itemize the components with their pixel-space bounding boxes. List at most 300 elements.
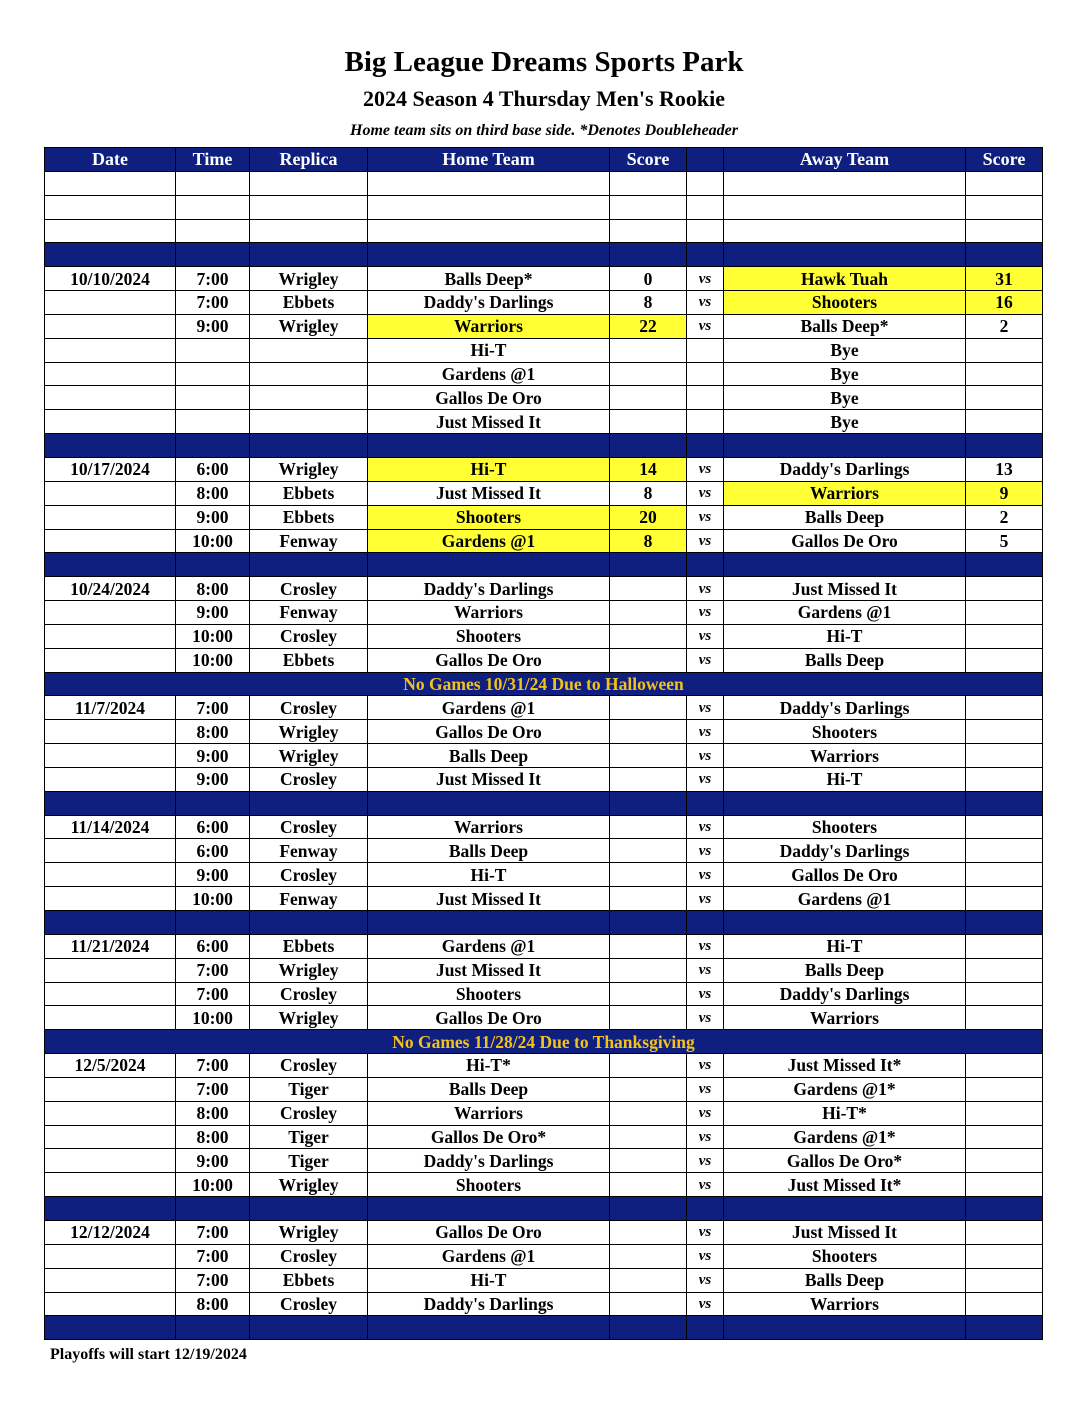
cell-away-team: Bye xyxy=(724,362,966,386)
empty-cell xyxy=(368,553,610,577)
cell-replica: Fenway xyxy=(250,601,368,625)
cell-date xyxy=(45,529,176,553)
empty-cell xyxy=(250,1197,368,1221)
cell-time: 6:00 xyxy=(176,457,250,481)
cell-away-score xyxy=(966,338,1043,362)
cell-home-team: Daddy's Darlings xyxy=(368,291,610,315)
cell-away-team: Just Missed It xyxy=(724,1220,966,1244)
separator-row xyxy=(45,1316,1043,1340)
empty-cell xyxy=(45,911,176,935)
game-row xyxy=(45,338,1043,362)
game-row xyxy=(45,1268,1043,1292)
notice-text: No Games 11/28/24 Due to Thanksgiving xyxy=(45,1030,1043,1054)
cell-time: 7:00 xyxy=(176,696,250,720)
cell-home-score xyxy=(610,863,687,887)
cell-away-team: Balls Deep* xyxy=(724,314,966,338)
separator-row xyxy=(45,1197,1043,1221)
cell-home-score xyxy=(610,934,687,958)
cell-replica: Ebbets xyxy=(250,1268,368,1292)
cell-home-score xyxy=(610,648,687,672)
game-row xyxy=(45,624,1043,648)
empty-cell xyxy=(368,1316,610,1340)
empty-cell xyxy=(45,243,176,267)
cell-time: 8:00 xyxy=(176,720,250,744)
cell-replica: Wrigley xyxy=(250,720,368,744)
empty-cell xyxy=(250,195,368,219)
cell-time: 8:00 xyxy=(176,1292,250,1316)
empty-cell xyxy=(368,243,610,267)
cell-home-team: Gallos De Oro xyxy=(368,720,610,744)
cell-vs: vs xyxy=(687,267,724,291)
cell-vs: vs xyxy=(687,982,724,1006)
cell-home-team: Shooters xyxy=(368,624,610,648)
cell-away-team: Warriors xyxy=(724,744,966,768)
game-row xyxy=(45,1149,1043,1173)
cell-away-team: Daddy's Darlings xyxy=(724,839,966,863)
cell-date xyxy=(45,839,176,863)
cell-home-score: 8 xyxy=(610,481,687,505)
cell-home-team: Gardens @1 xyxy=(368,529,610,553)
empty-cell xyxy=(610,434,687,458)
game-row xyxy=(45,1006,1043,1030)
cell-home-team: Warriors xyxy=(368,1101,610,1125)
game-row xyxy=(45,720,1043,744)
cell-replica: Wrigley xyxy=(250,314,368,338)
cell-date xyxy=(45,338,176,362)
empty-cell xyxy=(724,1197,966,1221)
cell-vs: vs xyxy=(687,958,724,982)
cell-away-score xyxy=(966,744,1043,768)
cell-date xyxy=(45,505,176,529)
cell-vs: vs xyxy=(687,1268,724,1292)
cell-replica: Wrigley xyxy=(250,958,368,982)
cell-away-team: Balls Deep xyxy=(724,1268,966,1292)
cell-time: 10:00 xyxy=(176,887,250,911)
cell-home-score xyxy=(610,338,687,362)
empty-cell xyxy=(687,219,724,243)
empty-cell xyxy=(368,171,610,195)
cell-replica: Crosley xyxy=(250,767,368,791)
cell-away-score xyxy=(966,386,1043,410)
cell-date: 10/10/2024 xyxy=(45,267,176,291)
empty-cell xyxy=(176,1197,250,1221)
cell-away-score xyxy=(966,982,1043,1006)
empty-cell xyxy=(687,911,724,935)
cell-away-team: Gardens @1 xyxy=(724,601,966,625)
column-header-home-score: Score xyxy=(610,148,687,172)
cell-date: 11/21/2024 xyxy=(45,934,176,958)
cell-vs: vs xyxy=(687,863,724,887)
game-row xyxy=(45,1054,1043,1078)
cell-replica: Crosley xyxy=(250,624,368,648)
cell-vs: vs xyxy=(687,720,724,744)
blank-row xyxy=(45,219,1043,243)
cell-replica: Crosley xyxy=(250,577,368,601)
cell-away-score xyxy=(966,1125,1043,1149)
empty-cell xyxy=(368,219,610,243)
header-row xyxy=(45,148,1043,172)
cell-away-team: Hawk Tuah xyxy=(724,267,966,291)
cell-home-team: Just Missed It xyxy=(368,958,610,982)
cell-home-score xyxy=(610,1268,687,1292)
notice-row xyxy=(45,1030,1043,1054)
cell-vs xyxy=(687,410,724,434)
game-row xyxy=(45,1292,1043,1316)
empty-cell xyxy=(176,553,250,577)
cell-home-score xyxy=(610,839,687,863)
empty-cell xyxy=(966,791,1043,815)
empty-cell xyxy=(250,219,368,243)
schedule-body xyxy=(45,148,1043,1340)
cell-date: 12/5/2024 xyxy=(45,1054,176,1078)
cell-replica: Fenway xyxy=(250,529,368,553)
empty-cell xyxy=(45,171,176,195)
cell-replica: Tiger xyxy=(250,1125,368,1149)
column-header-vs xyxy=(687,148,724,172)
empty-cell xyxy=(966,219,1043,243)
game-row xyxy=(45,1220,1043,1244)
cell-away-score xyxy=(966,767,1043,791)
cell-away-team: Shooters xyxy=(724,720,966,744)
cell-date xyxy=(45,601,176,625)
empty-cell xyxy=(610,1197,687,1221)
separator-row xyxy=(45,911,1043,935)
empty-cell xyxy=(724,195,966,219)
game-row xyxy=(45,982,1043,1006)
cell-home-team: Balls Deep xyxy=(368,744,610,768)
cell-vs: vs xyxy=(687,696,724,720)
empty-cell xyxy=(176,219,250,243)
cell-date xyxy=(45,1006,176,1030)
cell-away-team: Just Missed It xyxy=(724,577,966,601)
cell-home-team: Gardens @1 xyxy=(368,696,610,720)
cell-home-score: 8 xyxy=(610,291,687,315)
empty-cell xyxy=(687,171,724,195)
game-row xyxy=(45,934,1043,958)
cell-home-score xyxy=(610,386,687,410)
cell-away-score: 16 xyxy=(966,291,1043,315)
empty-cell xyxy=(176,911,250,935)
cell-home-score xyxy=(610,1054,687,1078)
empty-cell xyxy=(966,911,1043,935)
empty-cell xyxy=(250,791,368,815)
game-row xyxy=(45,1077,1043,1101)
cell-away-score xyxy=(966,1244,1043,1268)
cell-away-score: 31 xyxy=(966,267,1043,291)
empty-cell xyxy=(687,1197,724,1221)
cell-away-score: 13 xyxy=(966,457,1043,481)
cell-away-score xyxy=(966,887,1043,911)
cell-vs: vs xyxy=(687,1292,724,1316)
cell-vs: vs xyxy=(687,839,724,863)
cell-date xyxy=(45,1292,176,1316)
cell-away-score xyxy=(966,696,1043,720)
cell-away-score xyxy=(966,934,1043,958)
cell-time: 9:00 xyxy=(176,1149,250,1173)
cell-away-team: Daddy's Darlings xyxy=(724,982,966,1006)
cell-home-score xyxy=(610,1101,687,1125)
cell-away-team: Gallos De Oro xyxy=(724,529,966,553)
empty-cell xyxy=(176,195,250,219)
cell-home-team: Just Missed It xyxy=(368,887,610,911)
cell-away-team: Balls Deep xyxy=(724,648,966,672)
cell-home-team: Gardens @1 xyxy=(368,1244,610,1268)
cell-home-score xyxy=(610,744,687,768)
cell-time xyxy=(176,410,250,434)
cell-away-team: Hi-T xyxy=(724,624,966,648)
cell-home-score xyxy=(610,577,687,601)
empty-cell xyxy=(368,791,610,815)
cell-time: 7:00 xyxy=(176,1220,250,1244)
cell-away-team: Bye xyxy=(724,410,966,434)
cell-vs: vs xyxy=(687,577,724,601)
cell-home-score xyxy=(610,887,687,911)
empty-cell xyxy=(724,911,966,935)
blank-row xyxy=(45,195,1043,219)
game-row xyxy=(45,1173,1043,1197)
game-row xyxy=(45,1244,1043,1268)
cell-away-team: Just Missed It* xyxy=(724,1173,966,1197)
empty-cell xyxy=(610,195,687,219)
cell-time: 9:00 xyxy=(176,314,250,338)
cell-date xyxy=(45,1125,176,1149)
cell-away-team: Gardens @1* xyxy=(724,1077,966,1101)
cell-date: 11/7/2024 xyxy=(45,696,176,720)
cell-time: 8:00 xyxy=(176,1101,250,1125)
cell-date xyxy=(45,720,176,744)
game-row xyxy=(45,362,1043,386)
cell-away-team: Hi-T* xyxy=(724,1101,966,1125)
game-row xyxy=(45,457,1043,481)
cell-away-team: Bye xyxy=(724,338,966,362)
column-header-away-score: Score xyxy=(966,148,1043,172)
cell-away-score: 2 xyxy=(966,314,1043,338)
cell-replica: Crosley xyxy=(250,1054,368,1078)
game-row xyxy=(45,314,1043,338)
cell-home-team: Gardens @1 xyxy=(368,362,610,386)
empty-cell xyxy=(176,791,250,815)
empty-cell xyxy=(610,243,687,267)
cell-away-score xyxy=(966,1220,1043,1244)
cell-home-score: 8 xyxy=(610,529,687,553)
cell-time: 6:00 xyxy=(176,839,250,863)
cell-home-team: Daddy's Darlings xyxy=(368,1292,610,1316)
cell-time: 10:00 xyxy=(176,624,250,648)
cell-time: 7:00 xyxy=(176,982,250,1006)
cell-away-team: Warriors xyxy=(724,481,966,505)
game-row xyxy=(45,958,1043,982)
cell-home-score xyxy=(610,1220,687,1244)
cell-replica: Crosley xyxy=(250,1292,368,1316)
cell-vs: vs xyxy=(687,934,724,958)
cell-time: 7:00 xyxy=(176,958,250,982)
game-row xyxy=(45,648,1043,672)
game-row xyxy=(45,410,1043,434)
cell-home-team: Just Missed It xyxy=(368,410,610,434)
cell-time: 7:00 xyxy=(176,1244,250,1268)
cell-date xyxy=(45,863,176,887)
empty-cell xyxy=(368,1197,610,1221)
cell-away-score xyxy=(966,1292,1043,1316)
cell-away-score: 9 xyxy=(966,481,1043,505)
cell-home-score xyxy=(610,1149,687,1173)
cell-time xyxy=(176,338,250,362)
game-row xyxy=(45,887,1043,911)
cell-vs: vs xyxy=(687,1220,724,1244)
column-header-home-team: Home Team xyxy=(368,148,610,172)
cell-home-team: Warriors xyxy=(368,314,610,338)
cell-vs: vs xyxy=(687,767,724,791)
cell-time: 6:00 xyxy=(176,934,250,958)
game-row xyxy=(45,505,1043,529)
empty-cell xyxy=(687,434,724,458)
cell-date xyxy=(45,958,176,982)
cell-away-score xyxy=(966,839,1043,863)
cell-time: 7:00 xyxy=(176,1268,250,1292)
cell-home-score xyxy=(610,1006,687,1030)
cell-time: 8:00 xyxy=(176,577,250,601)
cell-replica xyxy=(250,410,368,434)
cell-replica: Crosley xyxy=(250,1101,368,1125)
empty-cell xyxy=(368,195,610,219)
cell-away-score xyxy=(966,577,1043,601)
notice-row xyxy=(45,672,1043,696)
cell-date xyxy=(45,481,176,505)
cell-away-score xyxy=(966,720,1043,744)
empty-cell xyxy=(368,434,610,458)
cell-vs: vs xyxy=(687,314,724,338)
cell-away-score xyxy=(966,815,1043,839)
cell-home-team: Shooters xyxy=(368,1173,610,1197)
cell-replica: Crosley xyxy=(250,696,368,720)
cell-date xyxy=(45,887,176,911)
cell-replica: Crosley xyxy=(250,982,368,1006)
cell-time xyxy=(176,362,250,386)
cell-home-score: 20 xyxy=(610,505,687,529)
cell-home-team: Warriors xyxy=(368,815,610,839)
empty-cell xyxy=(724,1316,966,1340)
cell-home-team: Gallos De Oro* xyxy=(368,1125,610,1149)
cell-replica: Ebbets xyxy=(250,505,368,529)
cell-home-score xyxy=(610,815,687,839)
empty-cell xyxy=(250,911,368,935)
cell-vs: vs xyxy=(687,1173,724,1197)
empty-cell xyxy=(250,171,368,195)
empty-cell xyxy=(687,553,724,577)
game-row xyxy=(45,744,1043,768)
notice-text: No Games 10/31/24 Due to Halloween xyxy=(45,672,1043,696)
cell-home-score xyxy=(610,410,687,434)
cell-date xyxy=(45,410,176,434)
cell-home-team: Balls Deep xyxy=(368,1077,610,1101)
cell-time: 7:00 xyxy=(176,1054,250,1078)
empty-cell xyxy=(610,1316,687,1340)
cell-home-team: Hi-T* xyxy=(368,1054,610,1078)
cell-home-team: Gallos De Oro xyxy=(368,648,610,672)
cell-away-team: Gallos De Oro* xyxy=(724,1149,966,1173)
cell-vs: vs xyxy=(687,1077,724,1101)
cell-date xyxy=(45,744,176,768)
game-row xyxy=(45,291,1043,315)
cell-home-score xyxy=(610,958,687,982)
empty-cell xyxy=(45,1197,176,1221)
cell-home-team: Shooters xyxy=(368,505,610,529)
cell-replica: Ebbets xyxy=(250,934,368,958)
cell-away-score xyxy=(966,1173,1043,1197)
cell-away-team: Balls Deep xyxy=(724,505,966,529)
cell-home-team: Gallos De Oro xyxy=(368,386,610,410)
cell-away-team: Just Missed It* xyxy=(724,1054,966,1078)
page-subtitle: 2024 Season 4 Thursday Men's Rookie xyxy=(362,86,726,111)
cell-time: 10:00 xyxy=(176,648,250,672)
cell-vs xyxy=(687,386,724,410)
game-row xyxy=(45,267,1043,291)
cell-home-team: Just Missed It xyxy=(368,481,610,505)
cell-time: 7:00 xyxy=(176,1077,250,1101)
cell-home-team: Just Missed It xyxy=(368,767,610,791)
empty-cell xyxy=(966,195,1043,219)
cell-vs: vs xyxy=(687,648,724,672)
empty-cell xyxy=(966,243,1043,267)
empty-cell xyxy=(368,911,610,935)
cell-home-score xyxy=(610,362,687,386)
empty-cell xyxy=(250,434,368,458)
empty-cell xyxy=(724,243,966,267)
game-row xyxy=(45,1125,1043,1149)
empty-cell xyxy=(966,1197,1043,1221)
cell-away-score xyxy=(966,648,1043,672)
cell-home-team: Daddy's Darlings xyxy=(368,1149,610,1173)
game-row xyxy=(45,481,1043,505)
cell-date xyxy=(45,1268,176,1292)
game-row xyxy=(45,863,1043,887)
cell-home-score: 22 xyxy=(610,314,687,338)
cell-replica xyxy=(250,338,368,362)
cell-home-score: 14 xyxy=(610,457,687,481)
cell-date xyxy=(45,1077,176,1101)
cell-date xyxy=(45,362,176,386)
cell-time: 6:00 xyxy=(176,815,250,839)
cell-home-score xyxy=(610,982,687,1006)
cell-time: 9:00 xyxy=(176,767,250,791)
empty-cell xyxy=(687,1316,724,1340)
empty-cell xyxy=(250,1316,368,1340)
cell-time: 9:00 xyxy=(176,863,250,887)
empty-cell xyxy=(687,791,724,815)
cell-date xyxy=(45,1101,176,1125)
cell-home-score xyxy=(610,624,687,648)
empty-cell xyxy=(724,434,966,458)
cell-vs: vs xyxy=(687,624,724,648)
cell-date xyxy=(45,982,176,1006)
column-header-replica: Replica xyxy=(250,148,368,172)
cell-replica: Wrigley xyxy=(250,1220,368,1244)
game-row xyxy=(45,1101,1043,1125)
cell-replica: Ebbets xyxy=(250,481,368,505)
empty-cell xyxy=(610,791,687,815)
cell-vs: vs xyxy=(687,744,724,768)
cell-away-team: Warriors xyxy=(724,1292,966,1316)
cell-vs: vs xyxy=(687,601,724,625)
empty-cell xyxy=(176,434,250,458)
cell-time: 10:00 xyxy=(176,1006,250,1030)
cell-away-score xyxy=(966,601,1043,625)
cell-home-team: Daddy's Darlings xyxy=(368,577,610,601)
empty-cell xyxy=(966,553,1043,577)
game-row xyxy=(45,767,1043,791)
cell-date xyxy=(45,291,176,315)
game-row xyxy=(45,577,1043,601)
